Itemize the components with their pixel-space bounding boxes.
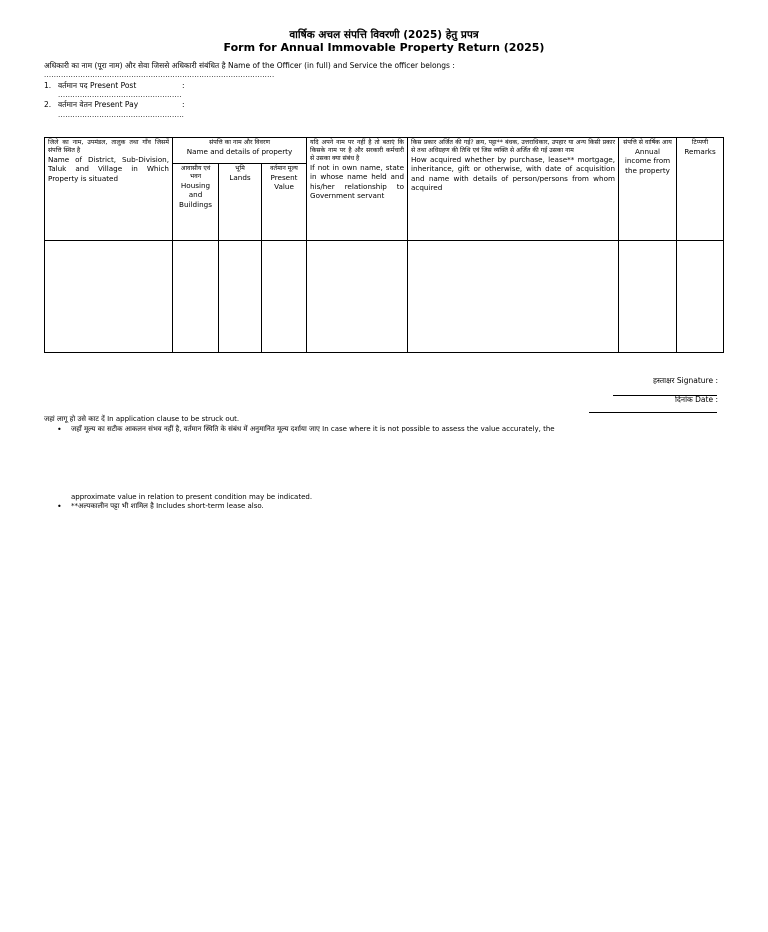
header-acquisition-hindi: किस प्रकार अर्जित की गई? क्रय, पट्टा** बंधक, उत्तराधिकार, उपहार या अन्य किसी प्रकार से तथा अधिग्रहण की तिथि एवं जिस व्यक्ति से अर्जित की गई उसका नाम <box>411 139 616 154</box>
struck-out-note: जहां लागू हो उसे काट दें In application clause to be struck out. <box>44 415 240 423</box>
header-location-english: Name of District, Sub-Division, Taluk and Village in Which Property is situated <box>48 155 169 183</box>
present-post-label <box>44 81 136 91</box>
cell-lands[interactable] <box>219 241 262 353</box>
cell-annual-income[interactable] <box>619 241 677 353</box>
header-property-hindi: संपत्ति का नाम और विवरण <box>209 139 270 146</box>
header-remarks-hindi: टिप्पणी <box>691 139 709 146</box>
officer-name-label: अधिकारी का नाम (पूरा नाम) और सेवा जिससे अधिकारी संबंधित है Name of the Officer (in full) and Service the officer belongs : <box>44 61 455 70</box>
note-bullet-1-continued: approximate value in relation to present condition may be indicated. <box>71 493 313 501</box>
header-lands <box>219 164 262 241</box>
present-pay-dots: .................................................... <box>58 111 185 119</box>
cell-housing[interactable] <box>173 241 219 353</box>
note-bullet-2 <box>57 502 264 511</box>
cell-present-value[interactable] <box>262 241 307 353</box>
header-acquisition-english: How acquired whether by purchase, lease** mortgage, inheritance, gift or otherwise, with date of acquisition and name with details of person/persons from whom acquired <box>411 155 616 193</box>
header-remarks <box>677 138 724 241</box>
header-acquisition <box>408 138 619 241</box>
note-bullet-1-text: जहाँ मूल्य का सटीक आकलन संभव नहीं है, वर्तमान स्थिति के संबंध में अनुमानित मूल्य दर्शाया जाए In case where it is not possible to assess the value accurately, the <box>71 425 555 433</box>
form-title-hindi: वार्षिक अचल संपत्ति विवरणी (2025) हेतु प्रपत्र <box>289 29 479 41</box>
present-post-dots: ................................................... <box>58 91 182 99</box>
cell-location[interactable] <box>45 241 173 353</box>
header-ownership-hindi: यदि अपने नाम पर नहीं है तो बताएं कि किसके नाम पर है और सरकारी कर्मचारी से उसका क्या संबंध है <box>310 139 405 162</box>
cell-remarks[interactable] <box>677 241 724 353</box>
form-title-english: Form for Annual Immovable Property Return (2025) <box>223 41 545 54</box>
header-housing-english: Housing and Buildings <box>179 181 212 209</box>
present-post-text: वर्तमान पद Present Post <box>58 81 137 90</box>
header-annual-income <box>619 138 677 241</box>
property-table <box>44 137 724 353</box>
header-location <box>45 138 173 241</box>
header-ownership-english: If not in own name, state in whose name held and his/her relationship to Government servant <box>310 163 405 201</box>
header-present-value <box>262 164 307 241</box>
header-ownership <box>307 138 408 241</box>
header-property-details <box>173 138 307 164</box>
header-lands-hindi: भूमि <box>235 165 245 172</box>
header-lands-english: Lands <box>229 173 251 182</box>
bullet-icon: • <box>57 502 62 511</box>
cell-acquisition[interactable] <box>408 241 619 353</box>
item-number: 1. <box>44 81 52 90</box>
present-pay-colon: : <box>182 100 185 109</box>
officer-name-dots: ............................................................................................... <box>44 71 275 79</box>
present-pay-label <box>44 100 138 110</box>
item-number: 2. <box>44 100 52 109</box>
header-remarks-english: Remarks <box>684 147 716 156</box>
date-line[interactable] <box>589 412 717 413</box>
table-row <box>45 241 724 353</box>
cell-ownership[interactable] <box>307 241 408 353</box>
header-value-hindi: वर्तमान मूल्य <box>270 165 298 172</box>
header-income-hindi: संपत्ति से वार्षिक आय <box>623 139 672 146</box>
header-income-english: Annual income from the property <box>624 147 671 175</box>
present-pay-text: वर्तमान वेतन Present Pay <box>58 100 139 109</box>
header-housing-hindi: आवासीय एवं भवन <box>180 165 211 180</box>
present-post-colon: : <box>182 81 185 90</box>
header-housing <box>173 164 219 241</box>
header-value-english: Present Value <box>270 173 298 192</box>
note-bullet-2-text: **अल्पकालीन पट्टा भी शामिल है Includes short-term lease also. <box>71 502 264 510</box>
date-label: दिनांक Date : <box>674 395 718 404</box>
bullet-icon: • <box>57 425 62 434</box>
note-bullet-1 <box>57 425 555 434</box>
header-property-english: Name and details of property <box>186 147 293 156</box>
header-location-hindi: जिले का नाम, उपमंडल, तालुक तथा गाँव जिसमें संपत्ति स्थित है <box>48 139 169 154</box>
signature-label: हस्ताक्षर Signature : <box>652 376 718 385</box>
